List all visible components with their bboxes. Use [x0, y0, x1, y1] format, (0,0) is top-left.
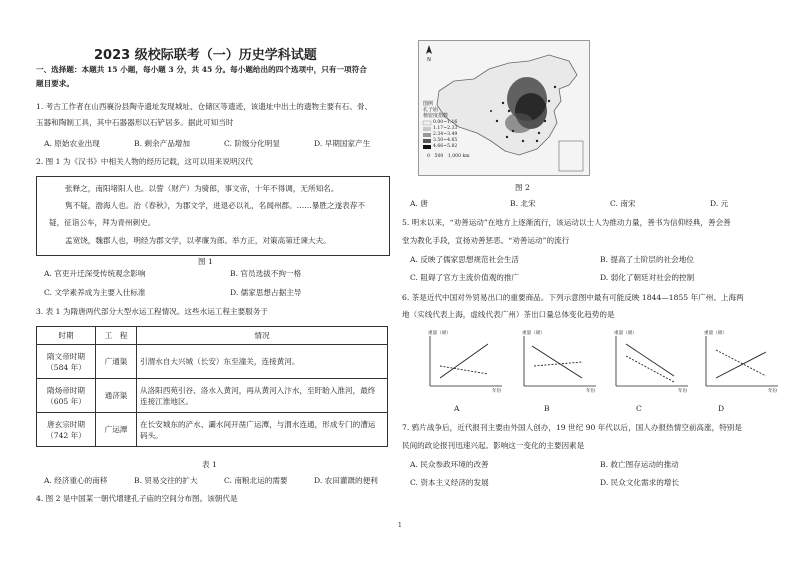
chart-label-d[interactable]: D: [718, 404, 725, 413]
q1-option-b[interactable]: B. 剩余产品增加: [134, 139, 190, 148]
section-heading-cont: 题目要求。: [36, 79, 74, 88]
legend-ranges: [433, 120, 457, 150]
row-desc: 从洛阳西苑引谷、洛水入黄河，再从黄河入汴水，至盱眙入淮河，最终 连接江淮地区。: [137, 379, 388, 413]
q5-stem-cont: 堂为教化手段，宣扬劝善惩恶。“劝善运动”的流行: [402, 236, 570, 245]
q3-option-a[interactable]: A. 经济重心的南移: [44, 476, 108, 485]
row-period: 唐玄宗时期 （742 年）: [37, 413, 96, 447]
q2-quote-line-3: 疑，征诣公车，拜为青州刺史。: [49, 218, 156, 227]
table-row: [37, 413, 388, 447]
q2-option-c[interactable]: C. 文学素养成为主要入仕标准: [44, 288, 146, 297]
q2-option-d[interactable]: D. 儒家思想占据主导: [230, 288, 302, 297]
q4-stem: 4. 图 2 是中国某一朝代增建孔子庙的空间分布图。该朝代是: [36, 494, 238, 503]
chart-c-xlabel: 年份: [678, 389, 688, 394]
row-desc: 在长安城东的浐水、灞水间开凿广运潭，与渭水连通，形成专门的漕运 码头。: [137, 413, 388, 447]
q7-option-c[interactable]: C. 资本主义经济的发展: [410, 478, 489, 487]
chart-label-a[interactable]: A: [454, 404, 460, 413]
header-project: 工 程: [96, 327, 137, 345]
trend-chart-d: [694, 330, 790, 398]
q7-stem: 7. 鸦片战争后，近代报刊主要由外国人创办，19 世纪 90 年代以后，国人办报热情空前高涨，特别是: [402, 423, 742, 432]
page-title: 2023 级校际联考（一）历史学科试题: [94, 48, 317, 63]
svg-text:N: N: [427, 57, 431, 63]
chart-b-xlabel: 年份: [586, 389, 596, 394]
header-period: 时期: [37, 327, 96, 345]
row-project: 广运潭: [96, 413, 137, 447]
q1-stem-cont: 玉器和陶制工具，其中石器器形以石铲居多。据此可知当时: [36, 118, 234, 127]
legend-item: 0.00~1.16: [433, 120, 458, 125]
q5-option-c[interactable]: C. 阻碍了官方主流价值观的推广: [410, 273, 520, 282]
page-number: 1: [398, 522, 402, 529]
legend-item: 4.66~5.82: [433, 144, 458, 149]
legend-subtitle-2: 核密度指数: [423, 113, 449, 119]
table-row: [37, 379, 388, 413]
table-header-row: [37, 327, 388, 345]
trend-chart-c: [604, 330, 700, 398]
legend-item: 2.34~3.49: [433, 132, 458, 137]
figure-1-caption: 图 1: [198, 257, 213, 266]
q7-option-b[interactable]: B. 救亡图存运动的推动: [600, 460, 679, 469]
q6-stem-cont: 地（实线代表上海，虚线代表广州）茶出口量总体变化趋势的是: [402, 310, 615, 319]
figure-2-caption: 图 2: [515, 183, 530, 192]
q2-quote-line-4: 孟宽饶，魏郡人也，明经为郡文学，以孝廉为郎。举方正，对策高第迁谏大夫。: [65, 236, 331, 245]
q3-option-b[interactable]: B. 贸易交往的扩大: [134, 476, 198, 485]
trend-chart-a: [418, 330, 514, 398]
legend-title: 图例: [423, 101, 434, 107]
q4-option-b[interactable]: B. 北宋: [510, 199, 536, 208]
row-period: 隋炀帝时期 （605 年）: [37, 379, 96, 413]
q1-option-d[interactable]: D. 早期国家产生: [314, 139, 371, 148]
q4-option-a[interactable]: A. 唐: [410, 199, 428, 208]
chart-label-c[interactable]: C: [636, 404, 642, 413]
chart-c-ylabel: 重量（磅）: [614, 331, 637, 336]
map-scale-bar: 0 500 1,000 km: [427, 154, 470, 159]
q6-stem: 6. 茶是近代中国对外贸易出口的重要商品。下列示意图中最有可能反映 1844—1855 年广州、上海两: [402, 293, 744, 302]
q3-option-c[interactable]: C. 南粮北运的需要: [224, 476, 288, 485]
table-1: [36, 326, 388, 447]
q3-option-d[interactable]: D. 农田灌溉的便利: [314, 476, 378, 485]
legend-item: 3.50~4.65: [433, 138, 458, 143]
q5-option-a[interactable]: A. 反映了儒家思想规范社会生活: [410, 255, 520, 264]
q7-option-d[interactable]: D. 民众文化需求的增长: [600, 478, 679, 487]
row-project: 通济渠: [96, 379, 137, 413]
q7-option-a[interactable]: A. 民众参政环境的改善: [410, 460, 489, 469]
q4-option-c[interactable]: C. 南宋: [610, 199, 636, 208]
row-period: 隋文帝时期 （584 年）: [37, 345, 96, 379]
chart-d-ylabel: 重量（磅）: [704, 331, 727, 336]
q3-stem: 3. 表 1 为隋唐两代部分大型水运工程情况。这些水运工程主要服务于: [36, 307, 268, 316]
q5-option-b[interactable]: B. 提高了士阶层的社会地位: [600, 255, 694, 264]
q5-stem: 5. 明末以来，“劝善运动”在地方上逐渐流行，该运动以士人为推动力量，善书为信仰经典，善会善: [402, 218, 731, 227]
q2-quote-line-1: 张释之，南阳堵阳人也。以訾（财产）为骑郎，事文帝，十年不得调，无所知名。: [65, 184, 339, 193]
section-heading: 一、选择题：本题共 15 小题，每小题 3 分，共 45 分。每小题给出的四个选项中，只有一项符合: [36, 65, 367, 74]
row-project: 广通渠: [96, 345, 137, 379]
legend-subtitle: 孔子庙: [423, 107, 439, 113]
chart-a-xlabel: 年份: [492, 389, 502, 394]
row-desc: 引渭水自大兴城（长安）东至潼关，连接黄河。: [137, 345, 388, 379]
q2-stem: 2. 图 1 为《汉书》中相关人物的经历记载，这可以用来说明汉代: [36, 157, 253, 166]
q2-quote-line-2: 隽不疑，渤海人也。治《春秋》，为郡文学，进退必以礼，名闻州郡。……暴胜之遂表荐不: [65, 201, 365, 210]
q1-option-c[interactable]: C. 阶级分化明显: [224, 139, 280, 148]
legend-item: 1.17~2.33: [433, 126, 458, 131]
q4-option-d[interactable]: D. 元: [710, 199, 729, 208]
chart-b-ylabel: 重量（磅）: [522, 331, 545, 336]
q5-option-d[interactable]: D. 弱化了朝廷对社会的控制: [600, 273, 695, 282]
q2-option-b[interactable]: B. 官员选拔不拘一格: [230, 269, 302, 278]
table-row: [37, 345, 388, 379]
chart-label-b[interactable]: B: [544, 404, 550, 413]
chart-a-ylabel: 重量（磅）: [428, 331, 451, 336]
q2-quote-box: [36, 176, 390, 256]
figure-2-map: [418, 40, 590, 176]
table-1-caption: 表 1: [202, 460, 217, 469]
q2-option-a[interactable]: A. 官吏升迁深受传统观念影响: [44, 269, 146, 278]
q7-stem-cont: 民间的政论报刊迅速兴起。影响这一变化的主要因素是: [402, 441, 585, 450]
q1-option-a[interactable]: A. 原始农业出现: [44, 139, 100, 148]
header-desc: 情况: [137, 327, 388, 345]
map-legend: [423, 101, 448, 119]
north-arrow-icon: [426, 45, 432, 63]
q1-stem: 1. 考古工作者在山西襄汾县陶寺遗址发现城址、仓储区等遗迹，该遗址中出土的遗物主要有石、骨、: [36, 102, 373, 111]
trend-chart-b: [512, 330, 608, 398]
chart-d-xlabel: 年份: [768, 389, 778, 394]
